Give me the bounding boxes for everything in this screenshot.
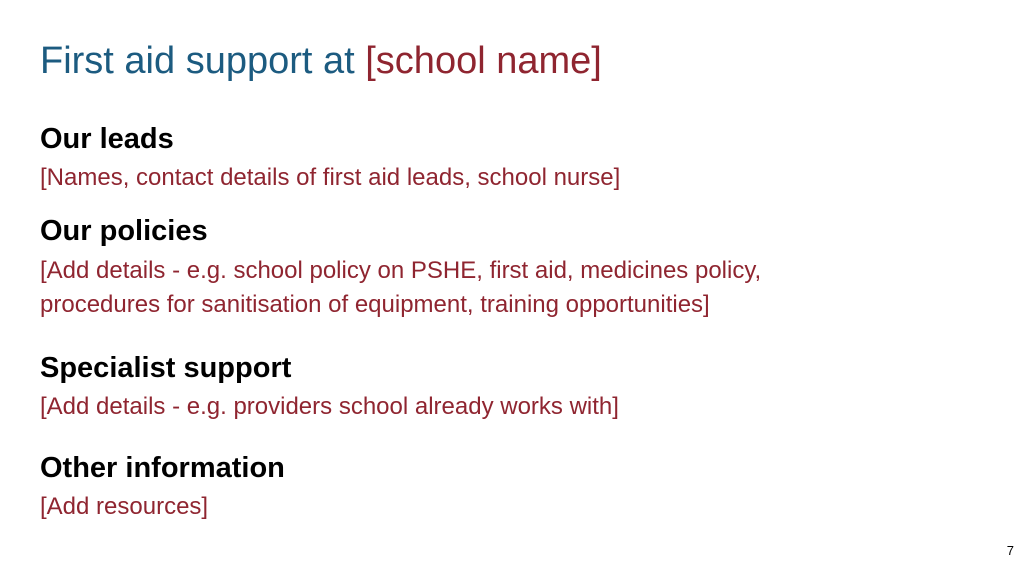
page-number: 7 (1006, 543, 1014, 558)
heading-other-information: Other information (40, 452, 285, 484)
body-our-leads: [Names, contact details of first aid leads, school nurse] (40, 164, 621, 191)
body-specialist-support: [Add details - e.g. providers school already works with] (40, 393, 619, 420)
heading-our-leads: Our leads (40, 123, 174, 155)
title-text: First aid support at (40, 40, 366, 82)
body-our-policies-line-1: [Add details - e.g. school policy on PSHE, first aid, medicines policy, (40, 257, 762, 284)
heading-our-policies: Our policies (40, 215, 208, 247)
title-placeholder: [school name] (365, 40, 602, 82)
heading-specialist-support: Specialist support (40, 352, 292, 384)
body-our-policies-line-2: procedures for sanitisation of equipment, training opportunities] (40, 291, 710, 318)
slide-title (40, 38, 602, 84)
body-other-information: [Add resources] (40, 493, 209, 520)
